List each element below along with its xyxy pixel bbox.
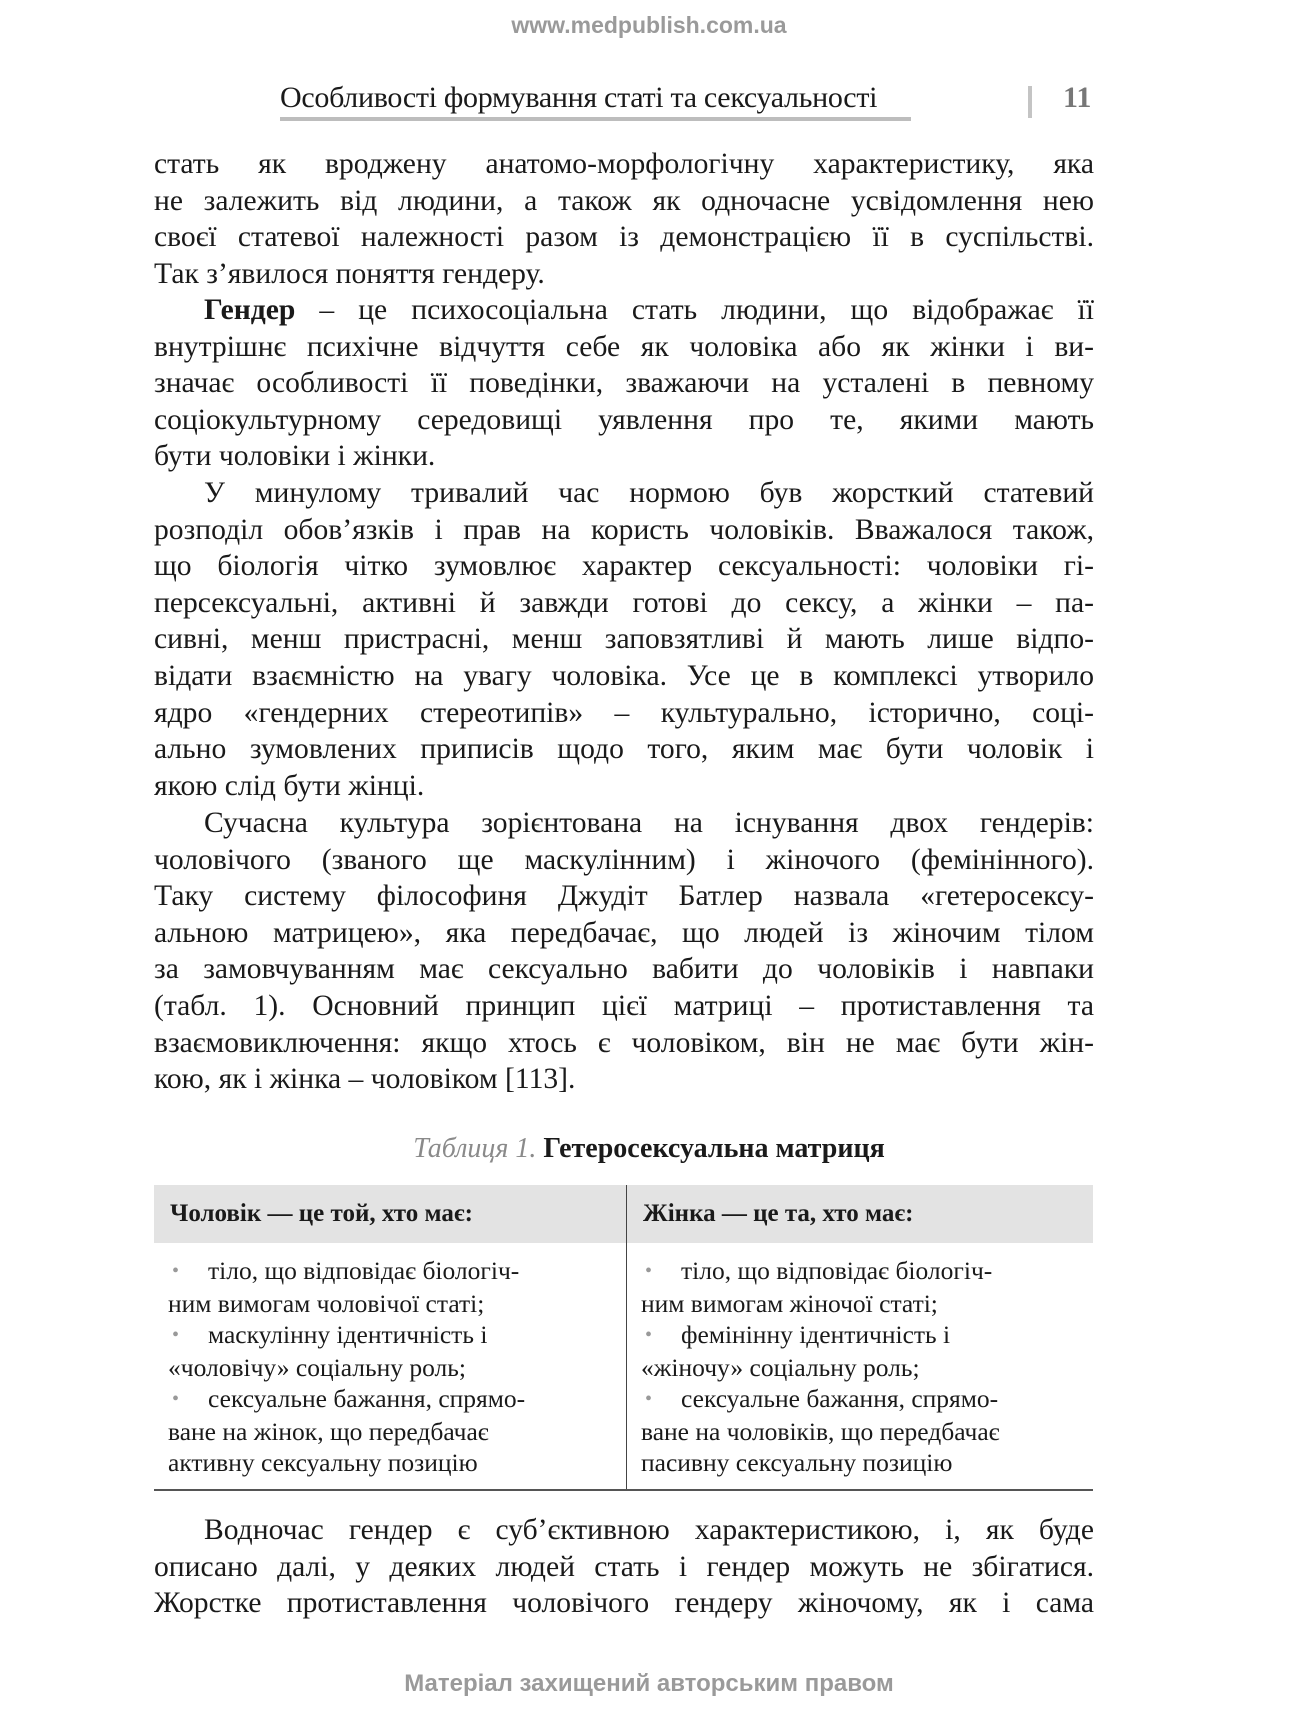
list-item: • тіло, що відповідає біологіч- [641, 1255, 1079, 1288]
text-line: У минулому тривалий час нормою був жорсткий статевий [204, 477, 1094, 509]
list-item: • тіло, що відповідає біологіч- [168, 1255, 612, 1288]
watermark-copyright: Матеріал захищений авторським правом [404, 1670, 894, 1697]
bullet-icon: • [645, 1324, 653, 1346]
text-line: Сучасна культура зорієнтована на існування двох гендерів: [204, 807, 1094, 839]
bullet-icon: • [172, 1324, 180, 1346]
bullet-icon: • [172, 1388, 180, 1410]
definition-text: – це психосоціальна стать людини, що відображає її [295, 294, 1094, 326]
text-line: відати взаємністю на увагу чоловіка. Усе це в комплексі утворило [154, 659, 1094, 692]
page-number-divider [1028, 86, 1032, 118]
list-item: • маскулінну ідентичність і [168, 1319, 612, 1352]
text-line: Жорстке протиставлення чоловічого гендеру жіночому, як і сама [154, 1587, 1094, 1620]
running-head-title: Особливості формування статі та сексуальності [280, 81, 878, 114]
text-line: розподіл обов’язків і прав на користь чоловіків. Вважалося також, [154, 513, 1094, 546]
text-line: ально зумовлених приписів щодо того, яким має бути чоловік і [154, 733, 1094, 766]
list-item-continuation: ване на жінок, що передбачає [168, 1416, 489, 1446]
text-line: не залежить від людини, а також як одночасне усвідомлення нею [154, 184, 1094, 217]
paragraph-gender-definition [154, 292, 1094, 475]
text-line [154, 292, 1094, 329]
text-line: Так з’явилося поняття гендеру. [154, 257, 545, 290]
list-item-continuation: ване на чоловіків, що передбачає [641, 1416, 1000, 1446]
list-item: • сексуальне бажання, спрямо- [641, 1383, 1079, 1416]
table-caption [0, 1132, 1298, 1166]
list-item: • фемінінну ідентичність і [641, 1319, 1079, 1352]
text-line: кою, як і жінка – чоловіком [113]. [154, 1063, 576, 1096]
text-line: значає особливості її поведінки, зважаючи на усталені в певному [154, 367, 1094, 400]
list-item-continuation: активну сексуальну позицію [168, 1448, 478, 1477]
table-header-male: Чоловік — це той, хто має: [154, 1185, 627, 1243]
text-line: описано далі, у деяких людей стать і гендер можуть не збігатися. [154, 1550, 1094, 1583]
text-line: взаємовиключення: якщо хтось є чоловіком, він не має бути жін- [154, 1026, 1094, 1059]
table-caption-title: Гетеросексуальна матриця [543, 1133, 885, 1164]
text-line: стать як вроджену анатомо-морфологічну характеристику, яка [154, 148, 1094, 180]
list-item-continuation: «жіночу» соціальну роль; [641, 1352, 920, 1382]
table-cell-female [627, 1243, 1094, 1490]
text-line: Таку систему філософиня Джудіт Батлер назвала «гетеросексу- [154, 880, 1094, 913]
bullet-icon: • [645, 1260, 653, 1282]
text-line: альною матрицею», яка передбачає, що людей із жіночим тілом [154, 916, 1094, 949]
running-head-underline [280, 117, 911, 121]
watermark-url: www.medpublish.com.ua [511, 12, 787, 38]
text-line: сивні, менш пристрасні, менш заповзятливі й мають лише відпо- [154, 623, 1094, 656]
paragraph-3 [154, 475, 1094, 804]
text-line: своєї статевої належності разом із демонстрацією її в суспільстві. [154, 221, 1094, 254]
text-line: що біологія чітко зумовлює характер сексуальності: чоловіки гі- [154, 550, 1094, 583]
table-cell-male [154, 1243, 627, 1490]
list-item-continuation: «чоловічу» соціальну роль; [168, 1352, 466, 1382]
table-caption-label: Таблиця 1. [413, 1133, 537, 1164]
list-item: • сексуальне бажання, спрямо- [168, 1383, 612, 1416]
table-header-row [154, 1185, 1093, 1243]
defined-term: Гендер [204, 294, 296, 326]
text-line: Водночас гендер є суб’єктивною характеристикою, і, як буде [204, 1514, 1094, 1546]
bullet-icon: • [172, 1260, 180, 1282]
paragraph-1 [154, 146, 1094, 292]
text-line: за замовчуванням має сексуально вабити до чоловіків і навпаки [154, 953, 1094, 986]
list-item-continuation: пасивну сексуальну позицію [641, 1448, 953, 1477]
list-item-continuation: ним вимогам жіночої статі; [641, 1288, 938, 1318]
paragraph-5 [154, 1512, 1094, 1622]
text-line: внутрішнє психічне відчуття себе як чоловіка або як жінки і ви- [154, 330, 1094, 363]
page-number: 11 [1063, 81, 1092, 114]
text-line: бути чоловіки і жінки. [154, 440, 436, 473]
text-line: чоловічого (званого ще маскулінним) і жіночого (фемінінного). [154, 843, 1094, 876]
heterosexual-matrix-table [154, 1185, 1093, 1491]
list-item-continuation: ним вимогам чоловічої статі; [168, 1288, 485, 1318]
text-line: (табл. 1). Основний принцип цієї матриці – протиставлення та [154, 989, 1094, 1022]
text-line: ядро «гендерних стереотипів» – культурально, історично, соці- [154, 696, 1094, 729]
bullet-icon: • [645, 1388, 653, 1410]
paragraph-4 [154, 805, 1094, 1098]
table-header-female: Жінка — це та, хто має: [627, 1185, 1094, 1243]
table-row [154, 1243, 1093, 1490]
text-line: якою слід бути жінці. [154, 769, 425, 802]
text-line: персексуальні, активні й завжди готові до сексу, а жінки – па- [154, 586, 1094, 619]
text-line: соціокультурному середовищі уявлення про те, якими мають [154, 403, 1094, 436]
